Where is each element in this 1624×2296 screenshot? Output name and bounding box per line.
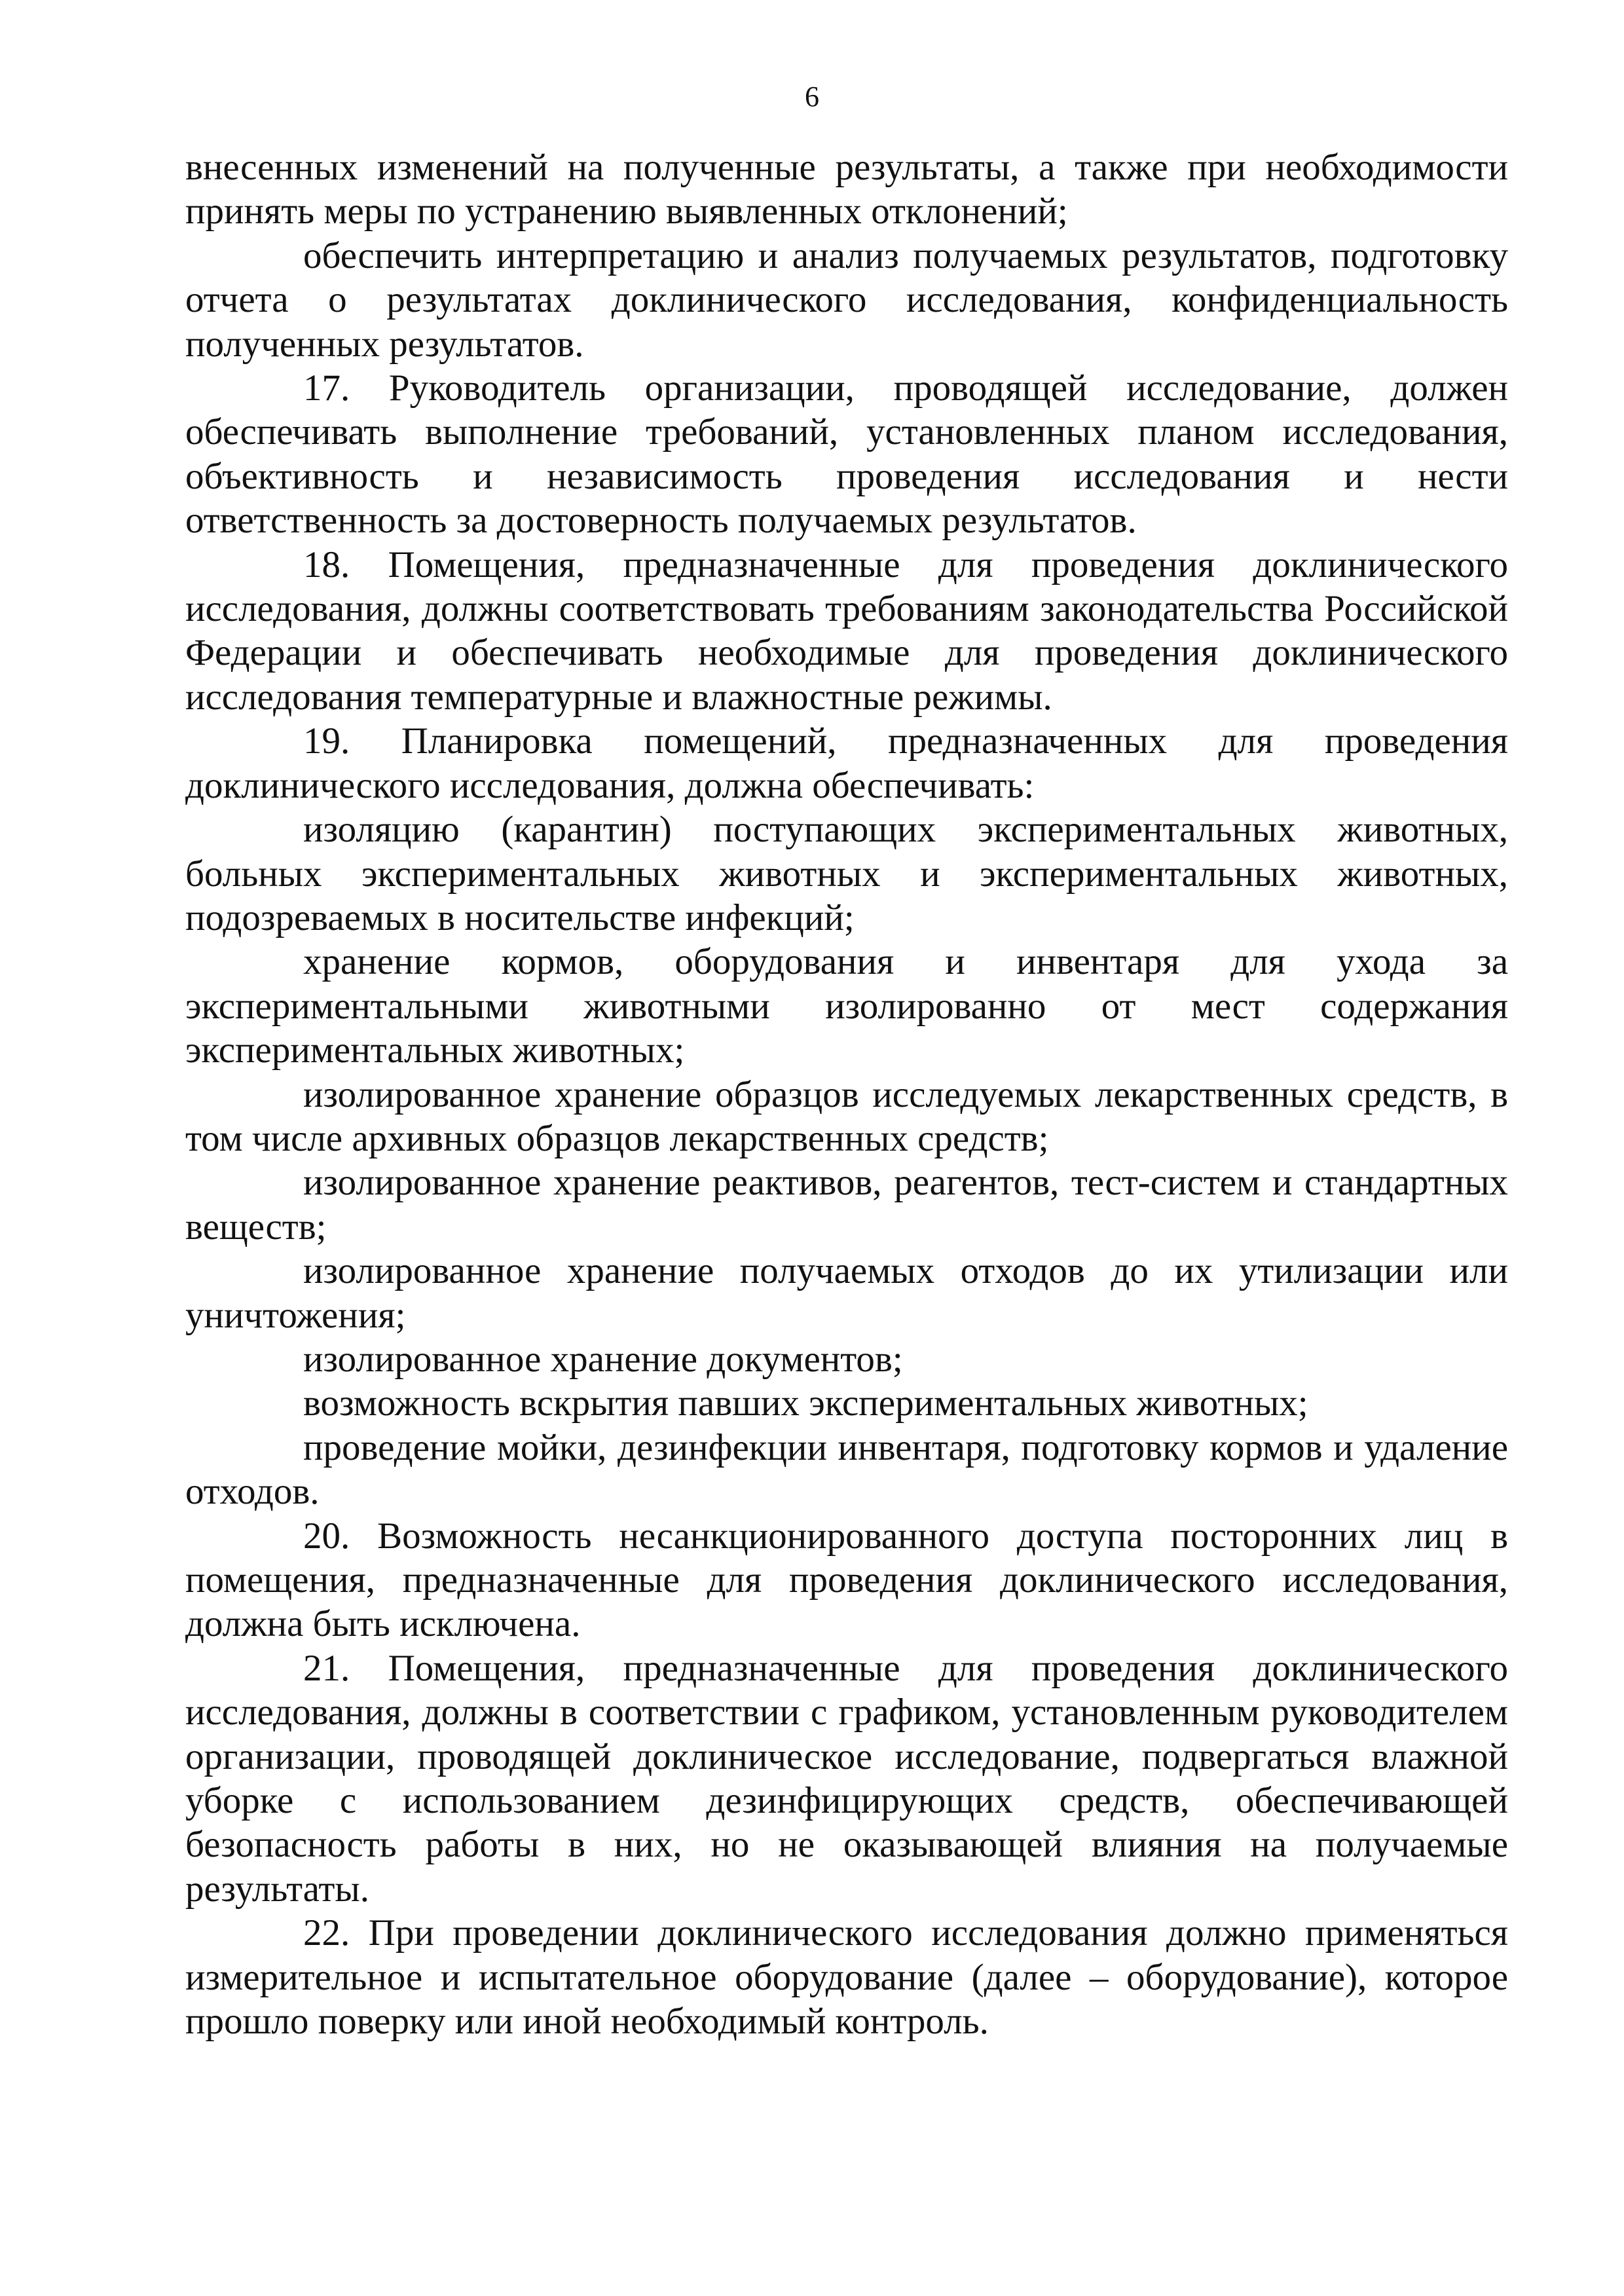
paragraph-item-21: 21. Помещения, предназначенные для проведения доклинического исследования, должны в соответствии с графиком, установленным руководителем организации, проводящей доклиническое исследование, подвергаться влажной уборке с использованием дезинфицирующих средств, обеспечивающей безопасность работы в них, но не оказывающей влияния на получаемые результаты. — [185, 1647, 1508, 1910]
paragraph: обеспечить интерпретацию и анализ получаемых результатов, подготовку отчета о результатах доклинического исследования, конфиденциальность полученных результатов. — [185, 234, 1508, 365]
list-item: возможность вскрытия павших экспериментальных животных; — [303, 1382, 1308, 1424]
list-item: изолированное хранение получаемых отходов до их утилизации или уничтожения; — [185, 1250, 1508, 1336]
document-body — [185, 145, 1508, 2043]
paragraph-item-22: 22. При проведении доклинического исследования должно применяться измерительное и испытательное оборудование (далее – оборудование), которое прошло поверку или иной необходимый контроль. — [185, 1912, 1508, 2043]
list-item: проведение мойки, дезинфекции инвентаря, подготовку кормов и удаление отходов. — [185, 1426, 1508, 1513]
paragraph-item-20: 20. Возможность несанкционированного доступа посторонних лиц в помещения, предназначенные для проведения доклинического исследования, должна быть исключена. — [185, 1515, 1508, 1645]
paragraph-item-18: 18. Помещения, предназначенные для проведения доклинического исследования, должны соответствовать требованиям законодательства Российской Федерации и обеспечивать необходимые для проведения доклинического исследования температурные и влажностные режимы. — [185, 544, 1508, 718]
page-number: 6 — [805, 81, 819, 113]
paragraph: внесенных изменений на полученные результаты, а также при необходимости принять меры по устранению выявленных отклонений; — [185, 147, 1508, 232]
list-item: изолированное хранение документов; — [303, 1338, 903, 1380]
list-item: изолированное хранение реактивов, реагентов, тест-систем и стандартных веществ; — [185, 1162, 1508, 1248]
list-item: изолированное хранение образцов исследуемых лекарственных средств, в том числе архивных образцов лекарственных средств; — [185, 1073, 1508, 1159]
list-item: изоляцию (карантин) поступающих экспериментальных животных, больных экспериментальных животных и экспериментальных животных, подозреваемых в носительстве инфекций; — [185, 809, 1508, 938]
paragraph-item-19: 19. Планировка помещений, предназначенных для проведения доклинического исследования, должна обеспечивать: — [185, 720, 1508, 806]
paragraph-item-17: 17. Руководитель организации, проводящей исследование, должен обеспечивать выполнение требований, установленных планом исследования, объективность и независимость проведения исследования и нести ответственность за достоверность получаемых результатов. — [185, 367, 1508, 542]
list-item: хранение кормов, оборудования и инвентаря для ухода за экспериментальными животными изолированно от мест содержания экспериментальных животных; — [185, 941, 1508, 1071]
